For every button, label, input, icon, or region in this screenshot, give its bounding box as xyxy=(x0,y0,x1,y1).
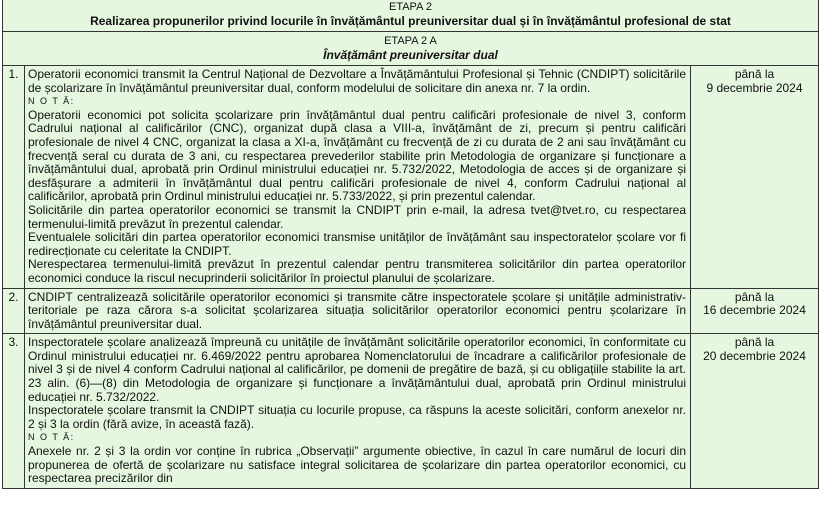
note-paragraph: Nerespectarea termenului-limită prevăzut în prezentul calendar pentru transmiterea solicitărilor din partea operatorilor economici conduce la riscul necuprinderii solicitărilor în proiectul planului de școlarizare. xyxy=(28,257,686,285)
row-main-text: CNDIPT centralizează solicitările operatorilor economici și transmite către inspectoratele școlare și unitățile administrativ-teritoriale pe raza cărora s-a solicitat școlarizarea situația solicitărilor operatorilor economici pentru școlarizare în învățământul preuniversitar dual. xyxy=(28,289,686,331)
deadline-date: 20 decembrie 2024 xyxy=(703,348,806,363)
deadline-label: până la xyxy=(734,67,775,81)
row-number: 3. xyxy=(3,334,25,489)
substage-header-row xyxy=(3,32,819,66)
row-main-text: Inspectoratele școlare analizează împreună cu unitățile de învățământ solicitările operatorilor economici, în conformitate cu Ordinul ministrului educației nr. 6.469/2022 pentru aprobarea Nomenclatorului de încadrare a calificărilor profesionale de nivel 3 și de nivel 4 conform Cadrului național al calificărilor, pe domenii de pregătire de bază, și cu obligațiile stabilite la art. 23 alin. (6)—(8) din Metodologia de organizare și funcționare a învățământului dual, aprobată prin Ordinul ministrului educației nr. 5.732/2022. xyxy=(28,335,686,404)
note-label: N O T Ă: xyxy=(28,96,75,107)
stage-header-row xyxy=(3,0,819,32)
row-text xyxy=(25,334,691,489)
row-deadline xyxy=(691,66,819,289)
note-paragraph: Eventualele solicitări din partea operatorilor economici transmise unităților de învățământ sau inspectoratelor școlare vor fi redirecționate cu celeritate la CNDIPT. xyxy=(28,230,686,258)
row-number: 1. xyxy=(3,66,25,289)
deadline-label: până la xyxy=(734,289,775,304)
substage-header xyxy=(3,32,819,66)
row-secondary-text: Inspectoratele școlare transmit la CNDIPT situația cu locurile propuse, ca răspuns la aceste solicitări, conform anexelor nr. 2 și 3 la ordin (fără avize, în această fază). xyxy=(28,403,686,431)
substage-title: Învățământ preuniversitar dual xyxy=(323,48,498,62)
row-text xyxy=(25,288,691,334)
note-paragraph: Anexele nr. 2 și 3 la ordin vor conține în rubrica „Observații” argumente obiective, în cazul în care numărul de locuri din propunerea de ofertă de școlarizare nu satisface integral solicitarea de școlarizare din partea operatorilor economici, cu respectarea precizărilor din xyxy=(28,444,686,486)
row-deadline xyxy=(691,288,819,334)
substage-label: ETAPA 2 A xyxy=(384,35,437,47)
note-label: N O T Ă: xyxy=(28,432,75,443)
row-deadline xyxy=(691,334,819,489)
table-row xyxy=(3,66,819,289)
row-text xyxy=(25,66,691,289)
calendar-table xyxy=(2,0,819,489)
deadline-date: 16 decembrie 2024 xyxy=(703,303,806,318)
stage-header xyxy=(3,0,819,32)
note-paragraph: Solicitările din partea operatorilor economici se transmit la CNDIPT prin e-mail, la adresa tvet@tvet.ro, cu respectarea termenului-limită prevăzut în prezentul calendar. xyxy=(28,202,686,231)
row-number: 2. xyxy=(3,288,25,334)
stage-label: ETAPA 2 xyxy=(388,1,432,13)
table-row xyxy=(3,334,819,489)
table-row xyxy=(3,288,819,334)
stage-title: Realizarea propunerilor privind locurile în învățământul preuniversitar dual și în învățământul profesional de stat xyxy=(90,14,731,28)
row-main-text: Operatorii economici transmit la Centrul Național de Dezvoltare a Învățământului Profesional și Tehnic (CNDIPT) solicitările de școlarizare în învățământul preuniversitar dual, conform modelului de solicitare din anexa nr. 7 la ordin. xyxy=(28,67,686,95)
note-paragraph: Operatorii economici pot solicita școlarizare prin învățământul dual pentru calificări profesionale de nivel 3, conform Cadrului național al calificărilor (CNC), organizat după clasa a VIII-a, învățământ de zi, precum și pentru calificări profesionale de nivel 4 CNC, organizat la clasa a XI-a, învățământ cu frecvență de zi cu durata de 2 ani sau învățământ cu frecvență seral cu durata de 3 ani, cu respectarea prevederilor stabilite prin Metodologia de organizare și funcționare a învățământului dual, aprobată prin Ordinul ministrului educației nr. 5.732/2022, Metodologia de acces și de organizare și desfășurare a admiterii în învățământul dual pentru calificări profesionale de nivel 4, conform Cadrului național al calificărilor, aprobată prin Ordinul ministrului educației nr. 5.733/2022, și prin prezentul calendar. xyxy=(28,107,686,204)
deadline-date: 9 decembrie 2024 xyxy=(706,80,803,95)
deadline-label: până la xyxy=(734,335,775,350)
